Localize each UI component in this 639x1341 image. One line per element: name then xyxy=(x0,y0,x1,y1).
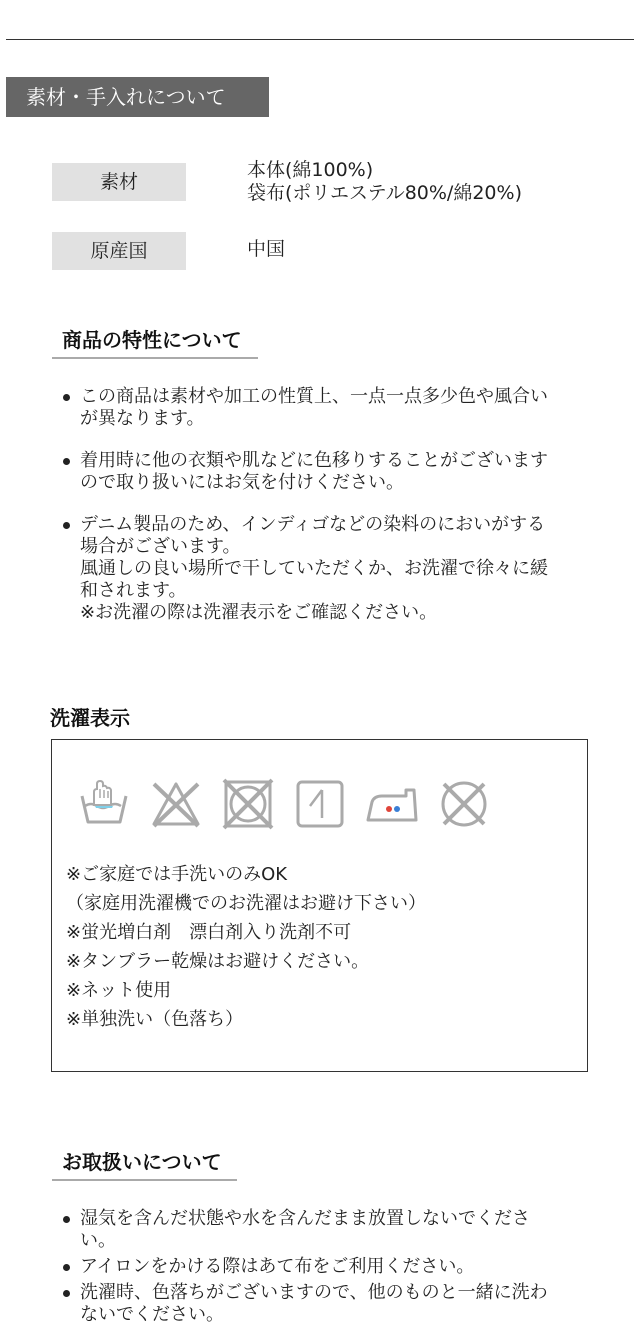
list-item xyxy=(60,1256,590,1278)
no-bleach-icon xyxy=(148,776,204,832)
washing-note: ※蛍光増白剤 漂白剤入り洗剤不可 xyxy=(66,922,352,943)
features-heading: 商品の特性について xyxy=(52,327,258,359)
list-item-line: アイロンをかける際はあて布をご利用ください。 xyxy=(80,1256,475,1277)
no-tumble-dry-icon xyxy=(220,776,276,832)
spec-value-origin: 中国 xyxy=(247,238,286,260)
spec-value-material xyxy=(247,159,522,205)
iron-medium-icon xyxy=(364,776,420,832)
list-item xyxy=(60,1282,590,1326)
washing-note: ※単独洗い（色落ち） xyxy=(66,1009,244,1030)
washing-note: ※ご家庭では手洗いのみOK xyxy=(66,864,288,885)
spec-label-origin: 原産国 xyxy=(52,232,186,270)
list-item-line: 和されます。 xyxy=(80,580,187,601)
washing-note: ※タンブラー乾燥はお避けください。 xyxy=(66,951,370,972)
list-item-line: 湿気を含んだ状態や水を含んだまま放置しないでくださ xyxy=(80,1208,530,1229)
list-item-line: この商品は素材や加工の性質上、一点一点多少色や風合い xyxy=(80,386,548,407)
list-item xyxy=(60,450,590,494)
list-item-line: 着用時に他の衣類や肌などに色移りすることがございます xyxy=(80,450,548,471)
list-item-line: ので取り扱いにはお気を付けください。 xyxy=(80,472,404,493)
section-title-material-care: 素材・手入れについて xyxy=(6,77,269,117)
list-item-line: 風通しの良い場所で干していただくか、お洗濯で徐々に緩 xyxy=(80,558,548,579)
list-item-line: い。 xyxy=(80,1230,116,1251)
list-item-line: が異なります。 xyxy=(80,408,205,429)
spec-value-line: 袋布(ポリエステル80%/綿20%) xyxy=(247,182,522,204)
hand-wash-icon xyxy=(76,776,132,832)
handling-list xyxy=(60,1208,590,1326)
list-item xyxy=(60,1208,590,1252)
washing-note: （家庭用洗濯機でのお洗濯はお避け下さい） xyxy=(66,893,426,914)
washing-care-box xyxy=(51,739,588,1072)
list-item-line: 場合がございます。 xyxy=(80,536,241,557)
list-item-line: ※お洗濯の際は洗濯表示をご確認ください。 xyxy=(80,602,438,623)
handling-heading: お取扱いについて xyxy=(52,1149,237,1181)
washing-note: ※ネット使用 xyxy=(66,980,172,1001)
washing-title: 洗濯表示 xyxy=(50,706,130,730)
washing-notes xyxy=(66,860,426,1034)
top-divider xyxy=(6,39,634,40)
list-item xyxy=(60,386,590,430)
line-dry-icon xyxy=(292,776,348,832)
features-list xyxy=(60,386,590,624)
list-item xyxy=(60,514,590,624)
list-item-line: 洗濯時、色落ちがございますので、他のものと一緒に洗わ xyxy=(80,1282,548,1303)
list-item-line: デニム製品のため、インディゴなどの染料のにおいがする xyxy=(80,514,546,535)
spec-label-material: 素材 xyxy=(52,163,186,201)
list-item-line: ないでください。 xyxy=(80,1304,224,1325)
spec-value-line: 本体(綿100%) xyxy=(247,159,374,181)
no-dry-clean-icon xyxy=(436,776,492,832)
